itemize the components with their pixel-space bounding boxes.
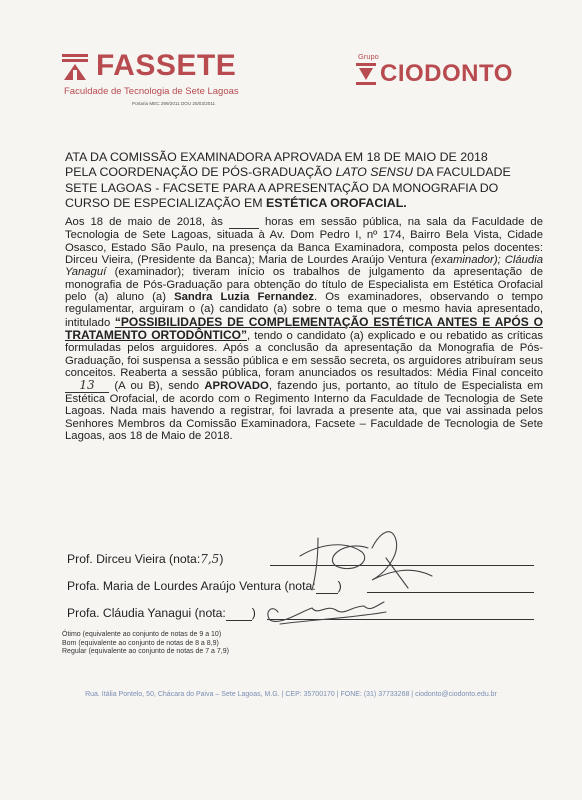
- heading-line-4a: CURSO DE ESPECIALIZAÇÃO EM: [65, 196, 267, 211]
- signature-label: Profa. Maria de Lourdes Araújo Ventura (nota:: [67, 579, 316, 593]
- fassete-portaria: Portaria MEC 299/2011 DOU 25/03/2011: [132, 101, 216, 106]
- heading-line-1: ATA DA COMISSÃO EXAMINADORA APROVADA EM 18 DE MAIO DE 2018: [65, 150, 488, 164]
- body-text-e: (examinador); tiveram início os trabalhos de julgamento da apresentação de monografia de Pós-Graduação para obtenção do título de Especialista em Estética Orofacial pelo (a) aluno (a): [65, 266, 543, 304]
- body-text-a: Aos 18 de maio de 2018, às: [65, 216, 229, 228]
- signature-grade: 7,5: [200, 552, 220, 566]
- examiner-name-2: Maria de Lourdes Araújo Ventura: [258, 254, 428, 267]
- legend-otimo: Ótimo (equivalente ao conjunto de notas de 9 a 10): [62, 631, 222, 638]
- body-text-c: , (Presidente da Banca);: [130, 254, 259, 267]
- heading-line-2a: PELA COORDENAÇÃO DE PÓS-GRADUAÇÃO: [65, 165, 336, 180]
- fassete-wordmark: FASSETE: [96, 49, 237, 82]
- body-text-g: , tendo o candidato (a) explicado e ou rebatido as críticas formuladas pelos arguidores. Após a conclusão da apresentação da Monografia de Pós-Graduação, foi suspensa a sessão pública e em sessão secreta, os arguidores atribuíram seus conceitos. Reaberta a sessão pública, foram anunciados os resultados: Média Final conceito: [65, 330, 543, 380]
- student-name: Sandra Luzia Fernandez: [174, 291, 314, 304]
- signature-label: Profa. Cláudia Yanagui (nota:: [67, 606, 226, 620]
- footer-address: Rua. Itália Pontelo, 50, Chácara do Paiva – Sete Lagoas, M.G. | CEP: 35700170 | FONE: (31) 37733268 | ciodonto@ciodonto.edu.br: [85, 691, 497, 698]
- fassete-subtitle: Faculdade de Tecnologia de Sete Lagoas: [64, 86, 239, 97]
- body-text-f: . Os examinadores, observando o tempo regulamentar, arguiram o (a) candidato (a) sobre o tema que o mesmo havia apresentado, intitulado: [65, 291, 543, 329]
- legend-bom: Bom (equivalente ao conjunto de notas de 8 a 8,9): [62, 639, 219, 647]
- heading-line-3: SETE LAGOAS - FACSETE PARA A APRESENTAÇÃO DA MONOGRAFIA DO: [65, 180, 499, 195]
- signature-close: ): [337, 579, 342, 593]
- signature-stroke-dirceu: [300, 538, 368, 590]
- examiner-name-3: Cláudia Yanaguí: [65, 254, 543, 279]
- grade-legend: [62, 631, 229, 657]
- body-text-h: (A ou B), sendo: [109, 380, 205, 393]
- signature-stroke-maria: [372, 532, 432, 588]
- signature-close: ): [219, 552, 224, 566]
- examiner-name-1: Dirceu Vieira: [65, 254, 131, 267]
- grupo-label: Grupo: [358, 52, 379, 61]
- ciodonto-wordmark: CIODONTO: [380, 60, 513, 87]
- body-text-b: horas em sessão pública, na sala da Faculdade de Tecnologia de Sete Lagoas, situada à Av. Dom Pedro I, nº 174, Bairro Bela Vista, Cidade Osasco, Estado São Paulo, na presença da Banca Examinadora, composta pelos docentes:: [65, 216, 544, 254]
- body-text-i: , fazendo jus, portanto, ao título de Especialista em Estética Orofacial, de acordo com o Regimento Interno da Faculdade de Tecnologia de Sete Lagoas. Nada mais havendo a registrar, foi lavrada a presente ata, que vai assinada pelos Senhores Membros da Comissão Examinadora, Facsete – Faculdade de Tecnologia de Sete Lagoas, aos 18 de Maio de 2018.: [65, 380, 543, 442]
- heading-lato-sensu: LATO SENSU: [335, 165, 413, 180]
- thesis-title: “POSSIBILIDADES DE COMPLEMENTAÇÃO ESTÉTICA ANTES E APÓS O TRATAMENTO ORTODÔNTICO”: [65, 314, 543, 343]
- signature-stroke-claudia: [268, 602, 386, 624]
- result-approved: APROVADO: [204, 380, 269, 393]
- body-text-d: (examinador);: [427, 254, 505, 267]
- heading-line-2b: DA FACULDADE: [412, 165, 511, 180]
- signature-close: ): [251, 606, 256, 620]
- heading-course-name: ESTÉTICA OROFACIAL.: [266, 196, 407, 211]
- legend-regular: Regular (equivalente ao conjunto de notas de 7 a 7,9): [62, 648, 229, 656]
- grade-handwritten: 13: [65, 379, 109, 392]
- signature-label: Prof. Dirceu Vieira (nota:: [67, 552, 201, 566]
